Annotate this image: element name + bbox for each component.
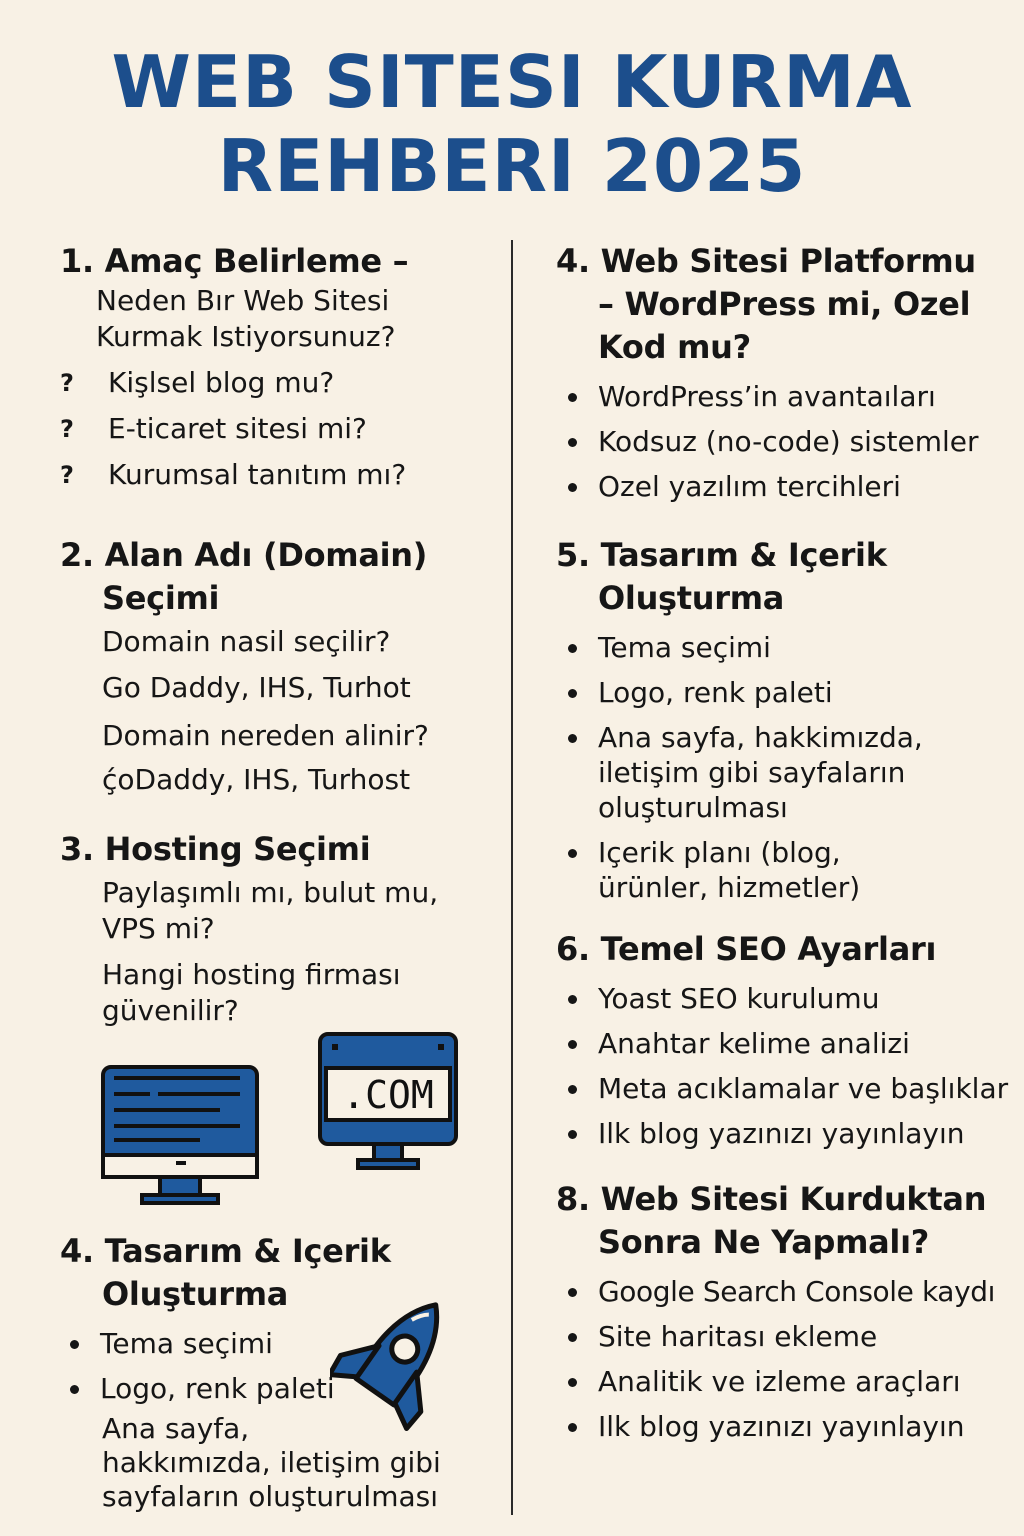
list-item: ? Kurumsal tanıtım mı? bbox=[60, 458, 407, 491]
monitor-icon bbox=[103, 1067, 257, 1203]
section-3-heading: 3. Hosting Seçimi bbox=[60, 830, 371, 868]
section-5-design bbox=[556, 534, 996, 905]
list-item: Ilk blog yazınızı yayınlayın bbox=[556, 1409, 1020, 1444]
section-1-heading: 1. Amaç Belirleme – bbox=[60, 242, 409, 280]
domain-where-question: Domain nereden alinir? bbox=[102, 719, 429, 752]
monitors-illustration bbox=[100, 1030, 470, 1210]
section-6-heading: 6. Temel SEO Ayarları bbox=[556, 930, 937, 968]
section-1-subheading-2: Kurmak Istiyorsunuz? bbox=[96, 320, 396, 353]
list-item: Google Search Console kaydı bbox=[556, 1274, 1020, 1309]
hosting-firm-question-1: Hangi hosting firması bbox=[102, 958, 401, 991]
section-6-seo bbox=[556, 928, 1016, 1151]
list-item: Yoast SEO kurulumu bbox=[556, 981, 1016, 1016]
domain-providers-2: ḉoDaddy, IHS, Turhost bbox=[102, 763, 411, 796]
pages-text-1: Ana sayfa, bbox=[102, 1412, 250, 1445]
section-1-subheading-1: Neden Bır Web Sitesi bbox=[96, 284, 390, 317]
title-line-1: WEB SITESI KURMA bbox=[111, 40, 913, 124]
question-icon: ? bbox=[60, 461, 74, 489]
list-item: Site haritası ekleme bbox=[556, 1319, 1020, 1354]
section-2-heading: 2. Alan Adı (Domain) Seçimi bbox=[60, 536, 428, 617]
list-item: Meta acıklamalar ve başlıklar bbox=[556, 1071, 1016, 1106]
question-icon: ? bbox=[60, 415, 74, 443]
list-item: WordPress’in avantaıları bbox=[556, 379, 1016, 414]
list-item: Ilk blog yazınızı yayınlayın bbox=[556, 1116, 1016, 1151]
domain-providers: Go Daddy, IHS, Turhot bbox=[102, 671, 411, 704]
page-title bbox=[0, 40, 1024, 208]
section-3-hosting bbox=[60, 828, 500, 1029]
title-line-2: REHBERI 2025 bbox=[217, 124, 807, 208]
section-4-left-heading: 4. Tasarım & Içerik Oluşturma bbox=[60, 1232, 391, 1313]
list-item: Içerik planı (blog, ürünler, hizmetler) bbox=[556, 835, 956, 905]
question-icon: ? bbox=[60, 369, 74, 397]
rocket-icon bbox=[330, 1288, 460, 1438]
list-item: Analitik ve izleme araçları bbox=[556, 1364, 1020, 1399]
pages-text-3: sayfaların oluşturulması bbox=[102, 1480, 439, 1513]
section-2-domain bbox=[60, 534, 500, 798]
column-divider bbox=[511, 240, 513, 1515]
list-item: Anahtar kelime analizi bbox=[556, 1026, 1016, 1061]
list-item: Ozel yazılım tercihleri bbox=[556, 469, 1016, 504]
list-item: Kodsuz (no-code) sistemler bbox=[556, 424, 1016, 459]
list-item: Tema seçimi bbox=[58, 1326, 480, 1361]
hosting-type-question-1: Paylaşımlı mı, bulut mu, bbox=[102, 876, 439, 909]
list-item: ? E-ticaret sitesi mi? bbox=[60, 412, 367, 445]
section-4-platform bbox=[556, 240, 1016, 504]
hosting-type-question-2: VPS mi? bbox=[102, 912, 215, 945]
list-item: Tema seçimi bbox=[556, 630, 956, 665]
hosting-firm-question-2: güvenilir? bbox=[102, 994, 239, 1027]
list-item: Logo, renk paleti bbox=[556, 675, 956, 710]
section-8-after-launch bbox=[556, 1178, 1020, 1444]
section-1-goal bbox=[60, 240, 500, 493]
domain-question: Domain nasil seçilir? bbox=[102, 625, 391, 658]
section-8-heading: 8. Web Sitesi Kurduktan Sonra Ne Yapmalı? bbox=[556, 1180, 987, 1261]
section-5-heading: 5. Tasarım & Içerik Oluşturma bbox=[556, 536, 887, 617]
list-item: Ana sayfa, hakkimızda, iletişim gibi sayfaların oluşturulması bbox=[556, 720, 956, 825]
pages-text-2: hakkımızda, iletişim gibi bbox=[102, 1446, 441, 1479]
domain-label: .COM bbox=[342, 1073, 434, 1117]
list-item: Logo, renk paleti bbox=[58, 1371, 480, 1406]
section-4-right-heading: 4. Web Sitesi Platformu – WordPress mi, Ozel Kod mu? bbox=[556, 242, 976, 366]
list-item: ? Kişlsel blog mu? bbox=[60, 366, 335, 399]
